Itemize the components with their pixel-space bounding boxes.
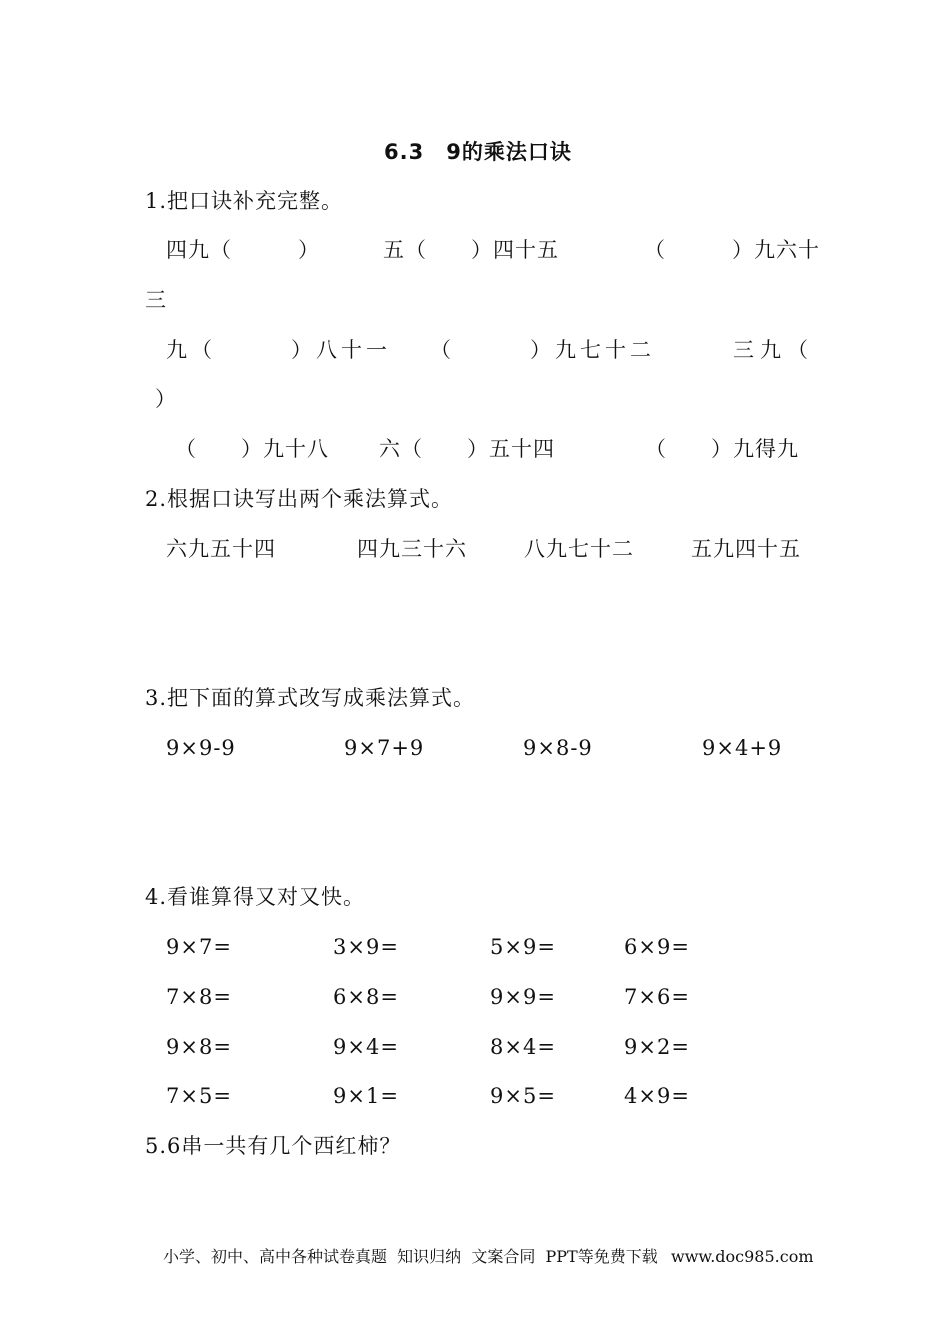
q1-item: （ ）九十八 bbox=[175, 437, 329, 461]
q3-item: 9×4+9 bbox=[702, 736, 783, 760]
q4-item: 9×7= bbox=[166, 935, 232, 959]
q1-wrap: ） bbox=[155, 387, 177, 411]
q4-item: 6×8= bbox=[333, 985, 399, 1009]
footer-link[interactable]: www.doc985.com bbox=[671, 1247, 814, 1266]
q4-item: 3×9= bbox=[333, 935, 399, 959]
q2-item: 八九七十二 bbox=[524, 537, 634, 561]
q4-item: 9×2= bbox=[624, 1035, 690, 1059]
page-title: 6.3 9的乘法口诀 bbox=[384, 140, 572, 164]
q2-item: 四九三十六 bbox=[357, 537, 467, 561]
q4-item: 9×5= bbox=[490, 1084, 556, 1108]
q4-item: 7×5= bbox=[166, 1084, 232, 1108]
q3-item: 9×9-9 bbox=[166, 736, 236, 760]
q4-item: 4×9= bbox=[624, 1084, 690, 1108]
question-2-heading: 2.根据口诀写出两个乘法算式。 bbox=[145, 487, 454, 511]
q4-item: 5×9= bbox=[490, 935, 556, 959]
q3-item: 9×8-9 bbox=[523, 736, 593, 760]
q1-item: 四九（ ） bbox=[166, 238, 320, 262]
q1-item: （ ）九得九 bbox=[645, 437, 799, 461]
q1-item: （ ）九六十 bbox=[644, 238, 820, 262]
q3-item: 9×7+9 bbox=[344, 736, 425, 760]
q1-item: 九（ ）八十一 bbox=[166, 338, 391, 362]
question-4-heading: 4.看谁算得又对又快。 bbox=[145, 885, 366, 909]
q2-item: 五九四十五 bbox=[691, 537, 801, 561]
q4-item: 8×4= bbox=[490, 1035, 556, 1059]
q4-item: 7×8= bbox=[166, 985, 232, 1009]
q1-item: 三九（ bbox=[733, 338, 814, 362]
q4-item: 9×4= bbox=[333, 1035, 399, 1059]
q4-item: 9×9= bbox=[490, 985, 556, 1009]
q1-wrap: 三 bbox=[145, 288, 167, 312]
q4-item: 9×8= bbox=[166, 1035, 232, 1059]
q4-item: 9×1= bbox=[333, 1084, 399, 1108]
question-1-heading: 1.把口诀补充完整。 bbox=[145, 189, 344, 213]
footer-text: 小学、初中、高中各种试卷真题 知识归纳 文案合同 PPT等免费下载 bbox=[163, 1247, 658, 1266]
q2-item: 六九五十四 bbox=[166, 537, 276, 561]
question-3-heading: 3.把下面的算式改写成乘法算式。 bbox=[145, 686, 476, 710]
q1-item: 五（ ）四十五 bbox=[383, 238, 559, 262]
q4-item: 6×9= bbox=[624, 935, 690, 959]
q1-item: （ ）九七十二 bbox=[430, 338, 655, 362]
question-5-heading: 5.6串一共有几个西红柿？ bbox=[145, 1134, 402, 1158]
q1-item: 六（ ）五十四 bbox=[379, 437, 555, 461]
q4-item: 7×6= bbox=[624, 985, 690, 1009]
